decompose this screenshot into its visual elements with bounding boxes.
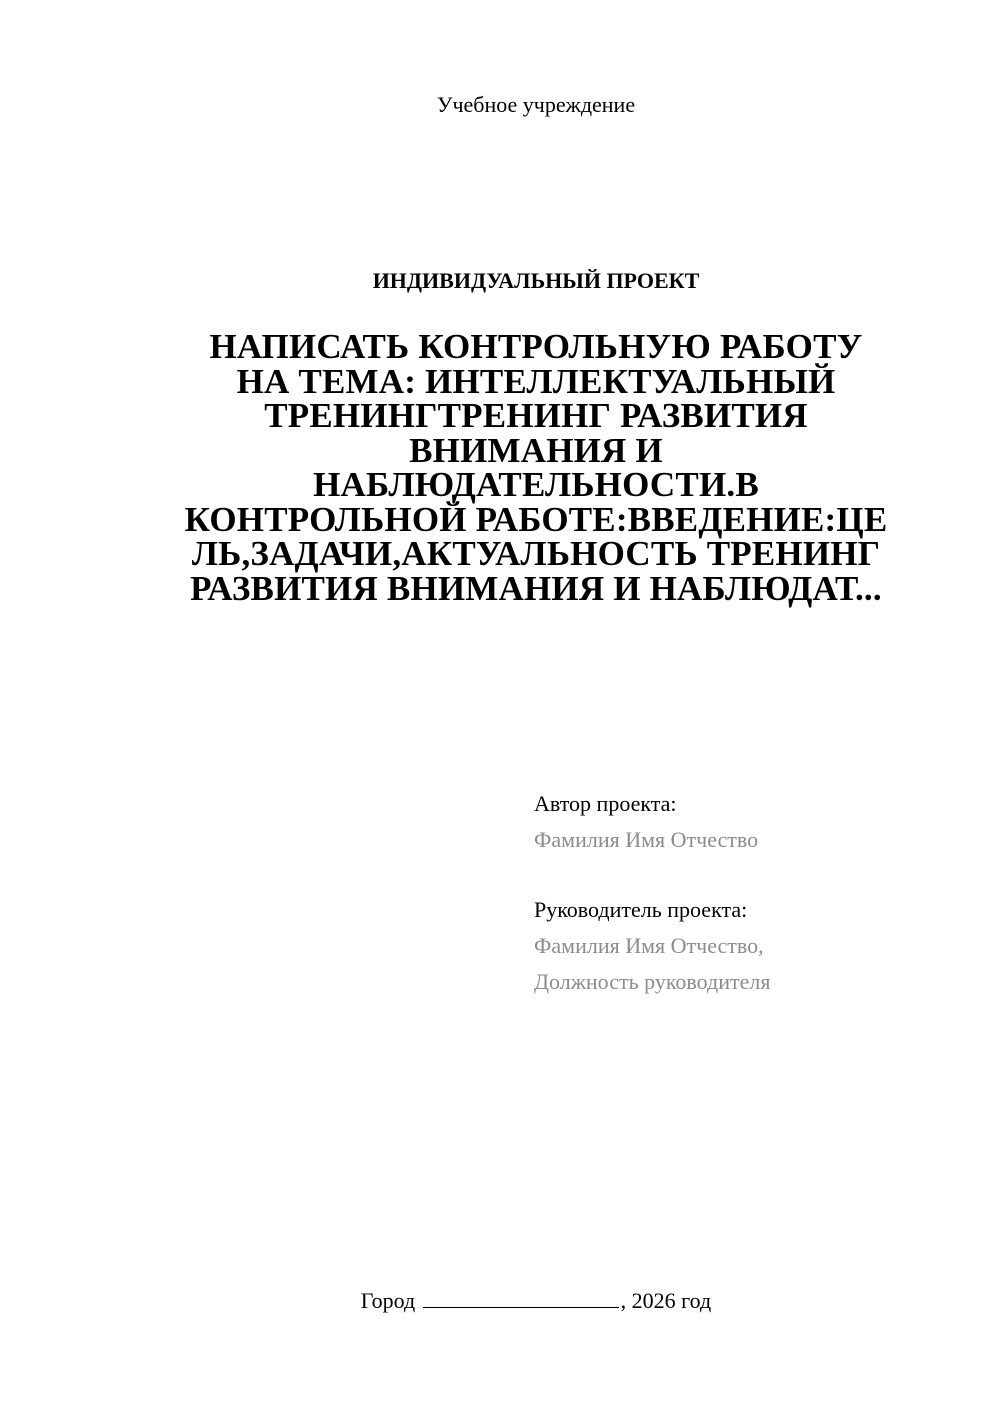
title-line: ЛЬ,ЗАДАЧИ,АКТУАЛЬНОСТЬ ТРЕНИНГ: [191, 534, 881, 573]
author-block: [534, 786, 758, 858]
year-text: , 2026 год: [620, 1288, 712, 1313]
title-line: РАЗВИТИЯ ВНИМАНИЯ И НАБЛЮДАТ...: [190, 568, 882, 608]
document-type: ИНДИВИДУАЛЬНЫЙ ПРОЕКТ: [372, 268, 700, 293]
supervisor-position: Должность руководителя: [534, 969, 771, 994]
supervisor-name: Фамилия Имя Отчество,: [534, 933, 764, 958]
project-title: [140, 327, 932, 608]
author-name: Фамилия Имя Отчество: [534, 827, 759, 852]
city-year-line: [0, 1288, 1000, 1314]
title-line: ТРЕНИНГТРЕНИНГ РАЗВИТИЯ: [264, 396, 808, 435]
institution-name: Учебное учреждение: [436, 92, 636, 117]
title-line: ВНИМАНИЯ И: [409, 430, 663, 470]
title-line: НАБЛЮДАТЕЛЬНОСТИ.В: [313, 465, 759, 504]
city-blank-line: [423, 1289, 619, 1308]
title-line: НАПИСАТЬ КОНТРОЛЬНУЮ РАБОТУ: [209, 327, 863, 366]
title-line: КОНТРОЛЬНОЙ РАБОТЕ:ВВЕДЕНИЕ:ЦЕ: [184, 499, 888, 539]
title-line: НА ТЕМА: ИНТЕЛЛЕКТУАЛЬНЫЙ: [236, 361, 836, 401]
supervisor-block: [534, 892, 770, 1000]
city-label: Город: [360, 1288, 416, 1313]
supervisor-label: Руководитель проекта:: [534, 897, 748, 922]
author-label: Автор проекта:: [534, 791, 677, 816]
